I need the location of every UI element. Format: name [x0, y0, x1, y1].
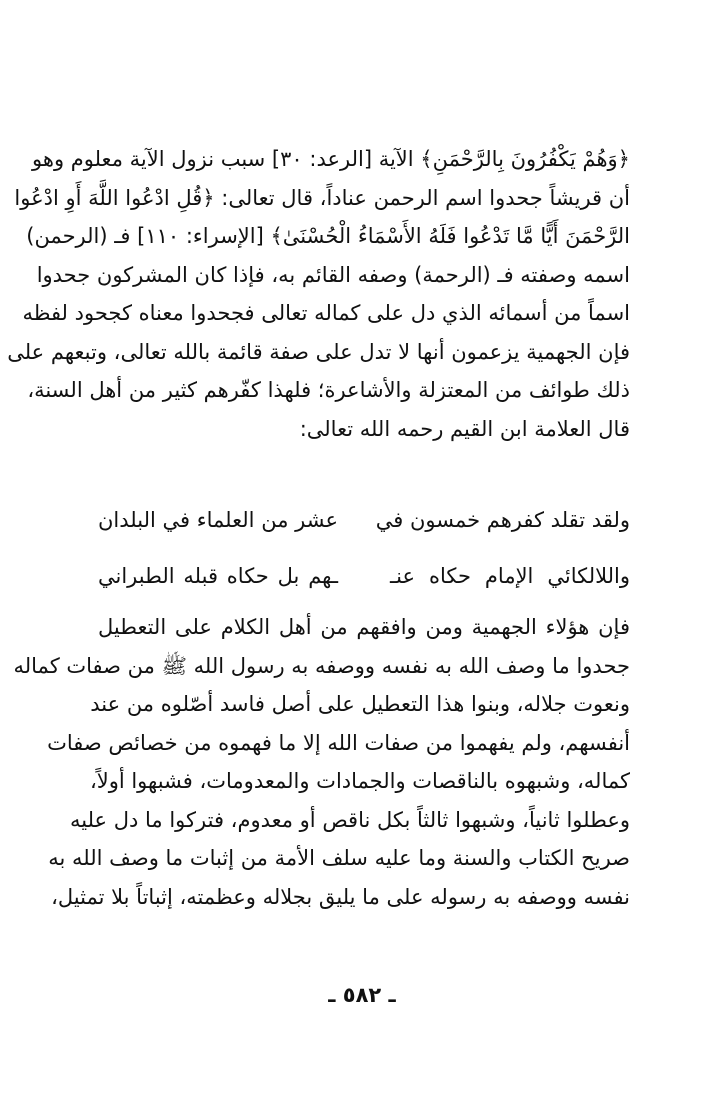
- text-line: وعطلوا ثانياً، وشبهوا ثالثاً بكل ناقص أو معدوم، فتركوا ما دل عليه: [69, 807, 630, 832]
- poem: [98, 500, 630, 612]
- text-line: ﴿وَهُمْ يَكْفُرُونَ بِالرَّحْمَنِ﴾ الآية [الرعد: ٣٠] سبب نزول الآية معلوم وهو: [32, 147, 630, 171]
- paragraph-1: [7, 140, 630, 448]
- paragraph-2: [13, 608, 630, 916]
- text-line: صريح الكتاب والسنة وما عليه سلف الأمة من إثبات ما وصف الله به: [48, 846, 630, 870]
- text-line: كماله، وشبهوه بالناقصات والجمادات والمعدومات، فشبهوا أولاً،: [89, 769, 630, 793]
- text-line: أنفسهم، ولم يفهموا من صفات الله إلا ما فهموه من خصائص صفات: [47, 730, 630, 755]
- poem-verse: [98, 500, 630, 556]
- text-line: فإن هؤلاء الجهمية ومن وافقهم من أهل الكلام على التعطيل: [98, 615, 630, 639]
- text-line: الرَّحْمَنَ أَيًّا مَّا تَدْعُوا فَلَهُ الأَسْمَاءُ الْحُسْنَىٰ﴾ [الإسراء: ١١٠] فـ (الرحمن): [26, 224, 630, 248]
- text-line: أن قريشاً جحدوا اسم الرحمن عناداً، قال تعالى: ﴿قُلِ ادْعُوا اللَّهَ أَوِ ادْعُوا: [14, 185, 630, 210]
- text-line: جحدوا ما وصف الله به نفسه ووصفه به رسول الله ﷺ من صفات كماله: [13, 653, 630, 678]
- text-line: نفسه ووصفه به رسوله على ما يليق بجلاله وعظمته، إثباتاً بلا تمثيل،: [51, 884, 630, 909]
- verse-second-hemistich: ـهم بل حكاه قبله الطبراني: [98, 564, 338, 588]
- text-line: ذلك طوائف من المعتزلة والأشاعرة؛ فلهذا كفّرهم كثير من أهل السنة،: [27, 378, 630, 402]
- text-line: اسماً من أسمائه الذي دل على كماله تعالى فجحدوا معناه كجحود لفظه: [22, 301, 630, 325]
- text-line: اسمه وصفته فـ (الرحمة) وصفه القائم به، فإذا كان المشركون جحدوا: [36, 262, 630, 287]
- text-line: فإن الجهمية يزعمون أنها لا تدل على صفة قائمة بالله تعالى، وتبعهم على: [7, 339, 630, 364]
- poem-verse: [98, 556, 630, 612]
- verse-first-hemistich: ولقد تقلد كفرهم خمسون في: [375, 508, 630, 532]
- page-number: ـ ٥٨٢ ـ: [328, 983, 396, 1007]
- verse-first-hemistich: واللالكائي الإمام حكاه عنـ: [390, 564, 630, 588]
- verse-second-hemistich: عشر من العلماء في البلدان: [98, 508, 338, 532]
- text-line: قال العلامة ابن القيم رحمه الله تعالى:: [299, 416, 630, 441]
- text-line: ونعوت جلاله، وبنوا هذا التعطيل على أصل فاسد أصّلوه من عند: [90, 692, 630, 716]
